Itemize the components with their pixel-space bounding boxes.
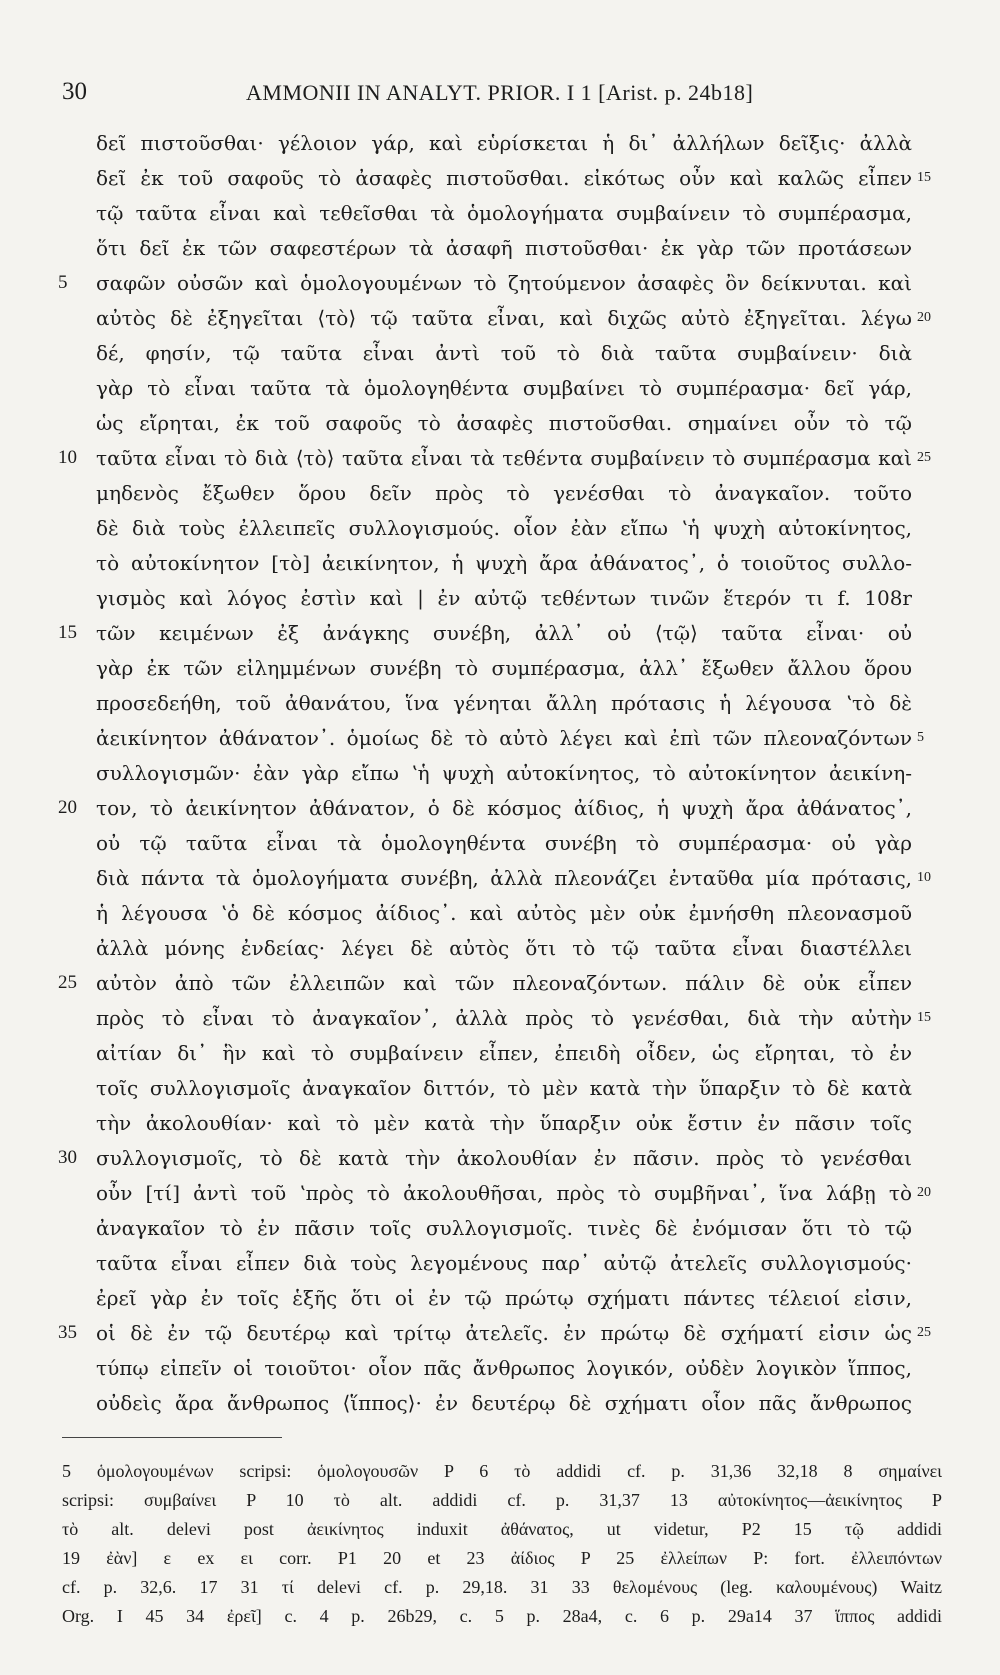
text-line: αὐτὸς δὲ ἐξηγεῖται ⟨τὸ⟩ τῷ ταῦτα εἶναι, καὶ διχῶς αὐτὸ ἐξηγεῖται. λέγω	[96, 306, 912, 330]
text-line: δέ, φησίν, τῷ ταῦτα εἶναι ἀντὶ τοῦ τὸ διὰ ταῦτα συμβαίνειν· διὰ	[96, 341, 912, 365]
footnote-line: 19 ἐὰν] ε ex ει corr. P1 20 et 23 ἀίδιος P 25 ἐλλείπων P: fort. ἐλλειπόντων	[62, 1548, 942, 1568]
text-line: οὐδεὶς ἄρα ἄνθρωπος ⟨ἵππος⟩· ἐν δευτέρῳ δὲ σχήματι οἷον πᾶς ἄνθρωπος	[96, 1391, 912, 1415]
text-line: δεῖ ἐκ τοῦ σαφοῦς τὸ ἀσαφὲς πιστοῦσθαι. εἰκότως οὖν καὶ καλῶς εἶπεν	[96, 166, 912, 190]
text-line: οὖν [τί] ἀντὶ τοῦ ʽπρὸς τὸ ἀκολουθῆσαι, πρὸς τὸ συμβῆναι᾽, ἵνα λάβῃ τὸ	[96, 1181, 912, 1205]
text-line: γισμὸς καὶ λόγος ἐστὶν καὶ | ἐν αὐτῷ τεθέντων τινῶν ἕτερόν τι f. 108r	[96, 586, 912, 610]
text-line: γὰρ ἐκ τῶν εἰλημμένων συνέβη τὸ συμπέρασμα, ἀλλ᾽ ἔξωθεν ἄλλου ὅρου	[96, 656, 912, 680]
text-line: ἀεικίνητον ἀθάνατον᾽. ὁμοίως δὲ τὸ αὐτὸ λέγει καὶ ἐπὶ τῶν πλεοναζόντων	[96, 726, 912, 750]
text-line: διὰ πάντα τὰ ὁμολογήματα συνέβη, ἀλλὰ πλεονάζει ἐνταῦθα μία πρότασις,	[96, 866, 912, 890]
text-line: ἀναγκαῖον τὸ ἐν πᾶσιν τοῖς συλλογισμοῖς. τινὲς δὲ ἐνόμισαν ὅτι τὸ τῷ	[96, 1216, 912, 1240]
text-line: δὲ διὰ τοὺς ἐλλειπεῖς συλλογισμούς. οἷον ἐὰν εἴπω ʽἡ ψυχὴ αὐτοκίνητος,	[96, 516, 912, 540]
margin-number: 15	[917, 1010, 931, 1025]
margin-number: 15	[917, 170, 931, 185]
text-line: οἱ δὲ ἐν τῷ δευτέρῳ καὶ τρίτῳ ἀτελεῖς. ἐν πρώτῳ δὲ σχήματί εἰσιν ὡς	[96, 1321, 912, 1345]
margin-number: 25	[917, 450, 931, 465]
footnote-line: Org. I 45 34 ἐρεῖ] c. 4 p. 26b29, c. 5 p. 28a4, c. 6 p. 29a14 37 ἵππος addidi	[62, 1606, 942, 1626]
text-line: γὰρ τὸ εἶναι ταῦτα τὰ ὁμολογηθέντα συμβαίνει τὸ συμπέρασμα· δεῖ γάρ,	[96, 376, 912, 400]
line-number: 15	[58, 622, 77, 643]
page-number: 30	[62, 78, 87, 105]
text-line: αὐτὸν ἀπὸ τῶν ἐλλειπῶν καὶ τῶν πλεοναζόντων. πάλιν δὲ οὐκ εἶπεν	[96, 971, 912, 995]
line-number: 30	[58, 1147, 77, 1168]
text-line: τον, τὸ ἀεικίνητον ἀθάνατον, ὁ δὲ κόσμος ἀίδιος, ἡ ψυχὴ ἄρα ἀθάνατος᾽,	[96, 796, 912, 820]
text-line: δεῖ πιστοῦσθαι· γέλοιον γάρ, καὶ εὑρίσκεται ἡ δι᾽ ἀλλήλων δεῖξις· ἀλλὰ	[96, 131, 912, 155]
text-line: τὸ αὐτοκίνητον [τὸ] ἀεικίνητον, ἡ ψυχὴ ἄρα ἀθάνατος᾽, ὁ τοιοῦτος συλλο-	[96, 551, 912, 575]
text-line: ταῦτα εἶναι εἶπεν διὰ τοὺς λεγομένους παρ᾽ αὐτῷ ἀτελεῖς συλλογισμούς·	[96, 1251, 912, 1275]
margin-number: 20	[917, 1185, 931, 1200]
text-line: ὅτι δεῖ ἐκ τῶν σαφεστέρων τὰ ἀσαφῆ πιστοῦσθαι· ἐκ γὰρ τῶν προτάσεων	[96, 236, 912, 260]
page-header	[62, 78, 938, 112]
line-number: 5	[58, 272, 68, 293]
text-line: ἡ λέγουσα ʽὁ δὲ κόσμος ἀίδιος᾽. καὶ αὐτὸς μὲν οὐκ ἐμνήσθη πλεονασμοῦ	[96, 901, 912, 925]
footnote-line: 5 ὁμολογουμένων scripsi: ὁμολογουσῶν P 6 τὸ addidi cf. p. 31,36 32,18 8 σημαίνει	[62, 1461, 942, 1481]
text-line: αἰτίαν δι᾽ ἣν καὶ τὸ συμβαίνειν εἶπεν, ἐπειδὴ οἶδεν, ὡς εἴρηται, τὸ ἐν	[96, 1041, 912, 1065]
margin-number: 10	[917, 870, 931, 885]
text-line: μηδενὸς ἔξωθεν ὅρου δεῖν πρὸς τὸ γενέσθαι τὸ ἀναγκαῖον. τοῦτο	[96, 481, 912, 505]
text-line: τὴν ἀκολουθίαν· καὶ τὸ μὲν κατὰ τὴν ὕπαρξιν οὐκ ἔστιν ἐν πᾶσιν τοῖς	[96, 1111, 912, 1135]
footnote-line: cf. p. 32,6. 17 31 τί delevi cf. p. 29,18. 31 33 θελομένους (leg. καλουμένους) Waitz	[62, 1577, 942, 1597]
line-number: 10	[58, 447, 77, 468]
text-line: τύπῳ εἰπεῖν οἱ τοιοῦτοι· οἷον πᾶς ἄνθρωπος λογικόν, οὐδὲν λογικὸν ἵππος,	[96, 1356, 912, 1380]
text-line: τῷ ταῦτα εἶναι καὶ τεθεῖσθαι τὰ ὁμολογήματα συμβαίνειν τὸ συμπέρασμα,	[96, 201, 912, 225]
text-line: προσεδεήθη, τοῦ ἀθανάτου, ἵνα γένηται ἄλλη πρότασις ἡ λέγουσα ʽτὸ δὲ	[96, 691, 912, 715]
text-line: πρὸς τὸ εἶναι τὸ ἀναγκαῖον᾽, ἀλλὰ πρὸς τὸ γενέσθαι, διὰ τὴν αὐτὴν	[96, 1006, 912, 1030]
text-line: ἀλλὰ μόνης ἐνδείας· λέγει δὲ αὐτὸς ὅτι τὸ τῷ ταῦτα εἶναι διαστέλλει	[96, 936, 912, 960]
running-head: AMMONII IN ANALYT. PRIOR. I 1 [Arist. p. 24b18]	[246, 80, 754, 105]
footnote-line: τὸ alt. delevi post ἀεικίνητος induxit ἀθάνατος, ut videtur, P2 15 τῷ addidi	[62, 1519, 942, 1539]
text-line: σαφῶν οὐσῶν καὶ ὁμολογουμένων τὸ ζητούμενον ἀσαφὲς ὂν δείκνυται. καὶ	[96, 271, 912, 295]
line-number: 35	[58, 1322, 77, 1343]
text-line: ἐρεῖ γὰρ ἐν τοῖς ἑξῆς ὅτι οἱ ἐν τῷ πρώτῳ σχήματι πάντες τέλειοί εἰσιν,	[96, 1286, 912, 1310]
text-line: ταῦτα εἶναι τὸ διὰ ⟨τὸ⟩ ταῦτα εἶναι τὰ τεθέντα συμβαίνειν τὸ συμπέρασμα καὶ	[96, 446, 912, 470]
text-line: τῶν κειμένων ἐξ ἀνάγκης συνέβη, ἀλλ᾽ οὐ ⟨τῷ⟩ ταῦτα εἶναι· οὐ	[96, 621, 912, 645]
line-number: 25	[58, 972, 77, 993]
footnote-divider	[62, 1437, 282, 1438]
margin-number: 25	[917, 1325, 931, 1340]
text-line: ὡς εἴρηται, ἐκ τοῦ σαφοῦς τὸ ἀσαφὲς πιστοῦσθαι. σημαίνει οὖν τὸ τῷ	[96, 411, 912, 435]
text-line: τοῖς συλλογισμοῖς ἀναγκαῖον διττόν, τὸ μὲν κατὰ τὴν ὕπαρξιν τὸ δὲ κατὰ	[96, 1076, 912, 1100]
margin-number: 5	[917, 730, 924, 745]
margin-number: 20	[917, 310, 931, 325]
text-line: συλλογισμῶν· ἐὰν γὰρ εἴπω ʽἡ ψυχὴ αὐτοκίνητος, τὸ αὐτοκίνητον ἀεικίνη-	[96, 761, 912, 785]
line-number: 20	[58, 797, 77, 818]
footnote-line: scripsi: συμβαίνει P 10 τὸ alt. addidi cf. p. 31,37 13 αὐτοκίνητος—ἀεικίνητος P	[62, 1490, 942, 1510]
text-line: συλλογισμοῖς, τὸ δὲ κατὰ τὴν ἀκολουθίαν ἐν πᾶσιν. πρὸς τὸ γενέσθαι	[96, 1146, 912, 1170]
text-line: οὐ τῷ ταῦτα εἶναι τὰ ὁμολογηθέντα συνέβη τὸ συμπέρασμα· οὐ γὰρ	[96, 831, 912, 855]
